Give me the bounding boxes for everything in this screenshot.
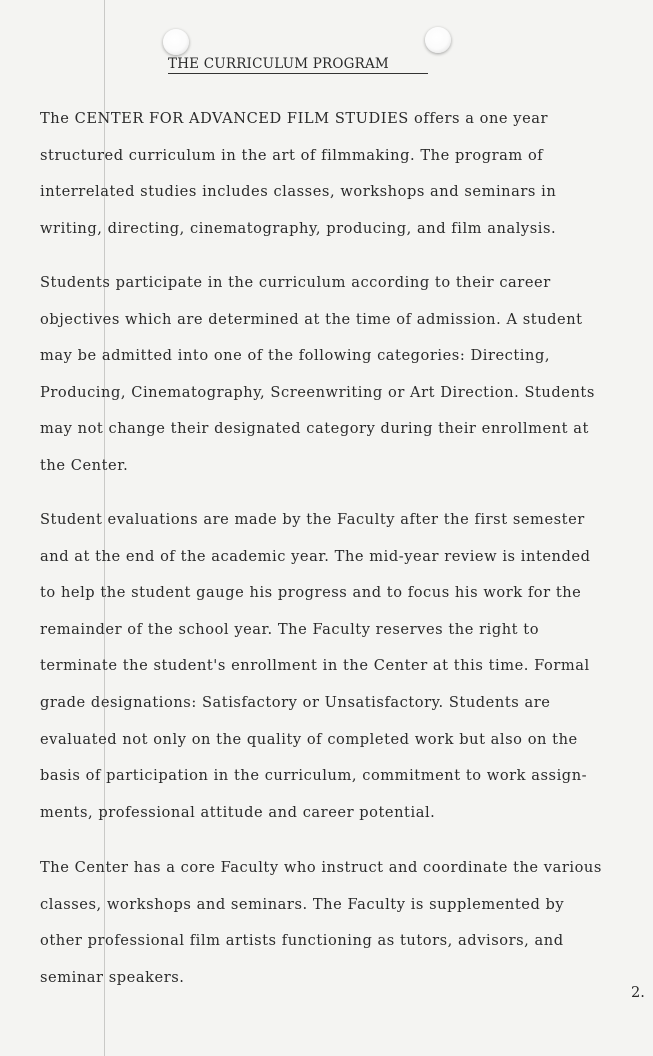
paragraph-2 (40, 265, 620, 485)
text-line: The Center has a core Faculty who instruct and coordinate the various (40, 859, 602, 876)
text-line: writing, directing, cinematography, producing, and film analysis. (40, 219, 557, 237)
text-line: remainder of the school year. The Faculty reserves the right to (40, 620, 540, 638)
text-line: grade designations: Satisfactory or Unsatisfactory. Students are (40, 693, 551, 711)
document-title: THE CURRICULUM PROGRAM (168, 56, 428, 74)
text-line: seminar speakers. (40, 968, 185, 986)
text-line: classes, workshops and seminars. The Faculty is supplemented by (40, 895, 565, 913)
text-line: evaluated not only on the quality of completed work but also on the (40, 730, 578, 748)
paragraph-1 (40, 101, 620, 247)
text-line: The CENTER FOR ADVANCED FILM STUDIES offers a one year (40, 110, 549, 127)
text-line: ments, professional attitude and career potential. (40, 803, 436, 821)
text-line: may be admitted into one of the following categories: Directing, (40, 347, 551, 365)
text-line: other professional film artists functioning as tutors, advisors, and (40, 932, 564, 950)
text-line: interrelated studies includes classes, workshops and seminars in (40, 183, 557, 201)
text-line: to help the student gauge his progress and to focus his work for the (40, 584, 582, 602)
text-line: the Center. (40, 456, 129, 474)
text-line: Producing, Cinematography, Screenwriting or Art Direction. Students (40, 383, 595, 401)
text-line: Student evaluations are made by the Faculty after the first semester (40, 511, 585, 528)
paragraph-4 (40, 850, 620, 996)
text-line: and at the end of the academic year. The mid-year review is intended (40, 547, 591, 565)
text-line: structured curriculum in the art of filmmaking. The program of (40, 146, 544, 164)
text-line: objectives which are determined at the time of admission. A student (40, 310, 583, 328)
text-line: Students participate in the curriculum according to their career (40, 274, 551, 291)
text-line: basis of participation in the curriculum, commitment to work assign- (40, 767, 588, 785)
paragraph-3 (40, 502, 620, 831)
text-line: may not change their designated category during their enrollment at (40, 420, 589, 438)
page-number: 2. (631, 984, 645, 1001)
punch-hole-right (425, 27, 451, 53)
text-line: terminate the student's enrollment in the Center at this time. Formal (40, 657, 590, 675)
punch-hole-left (163, 29, 189, 55)
